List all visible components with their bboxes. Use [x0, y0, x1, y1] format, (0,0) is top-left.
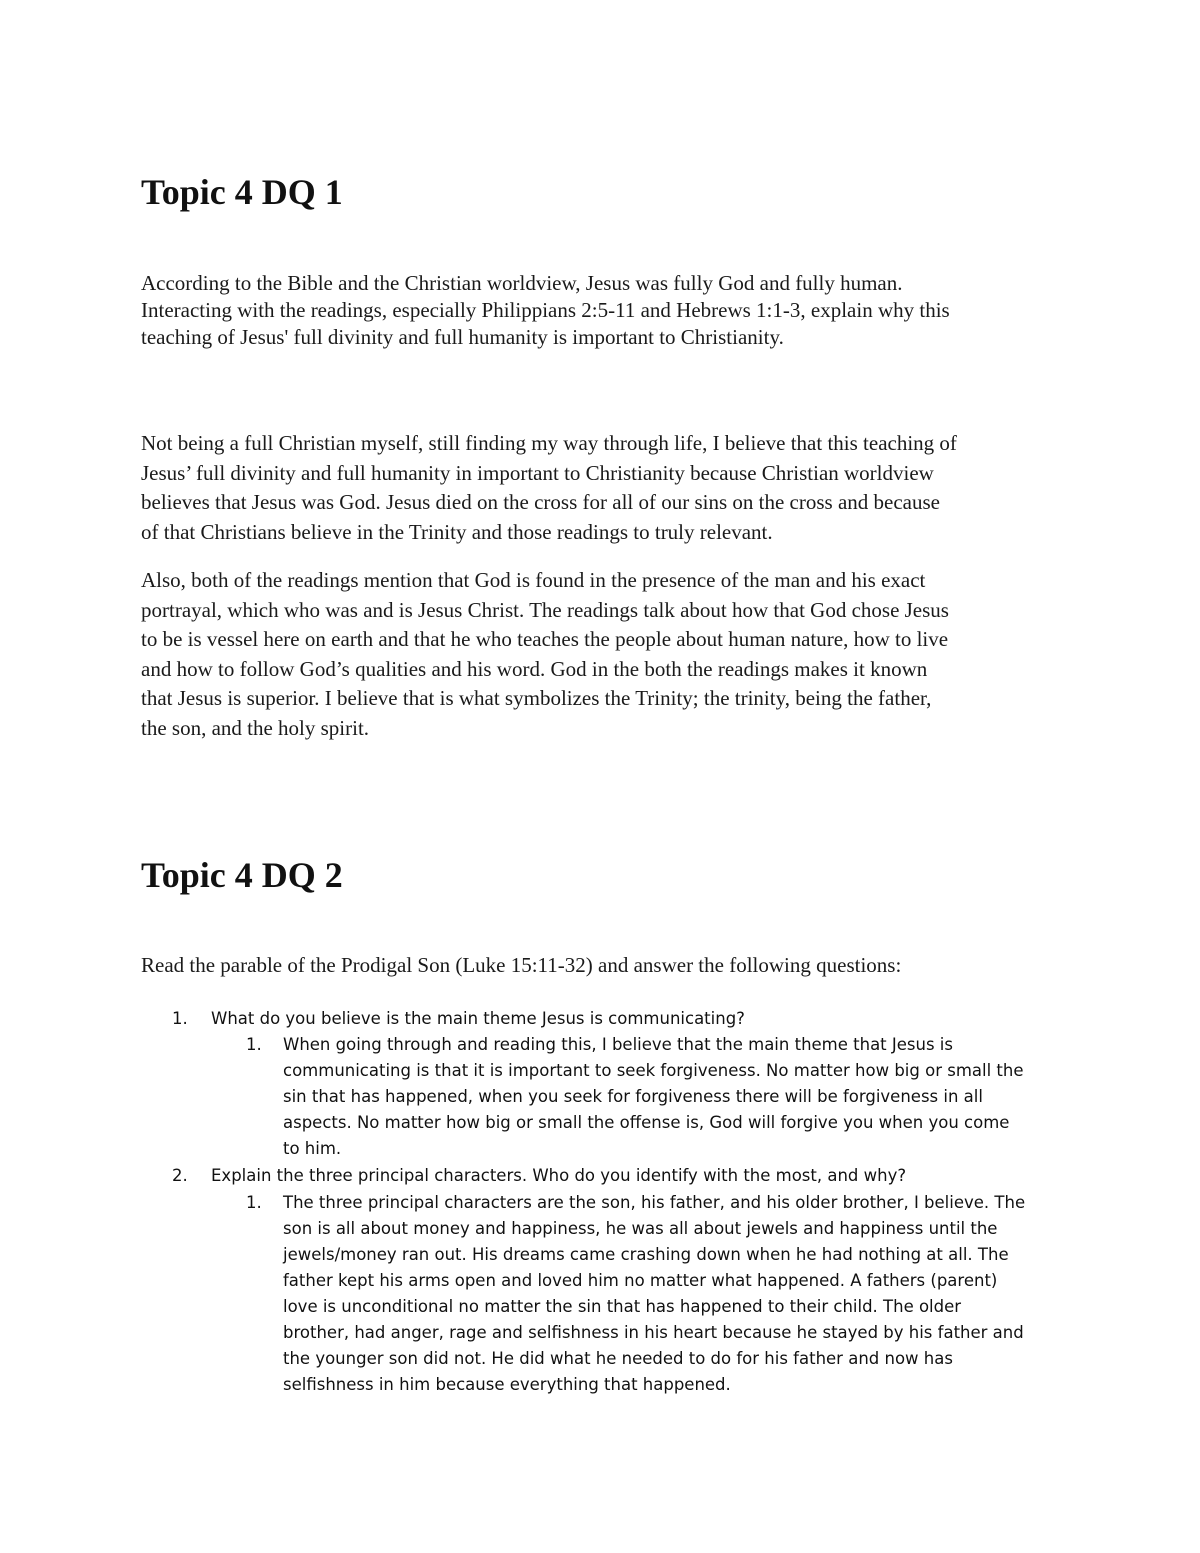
answer-line: brother, had anger, rage and selfishness in his heart because he stayed by his father and	[283, 1323, 1024, 1342]
answer-number: 1.	[246, 1035, 262, 1054]
answer-number: 1.	[246, 1193, 262, 1212]
intro-line: Read the parable of the Prodigal Son (Luke 15:11-32) and answer the following questions:	[141, 953, 902, 977]
answer-line: portrayal, which who was and is Jesus Christ. The readings talk about how that God chose Jesus	[141, 597, 949, 622]
answer-line: sin that has happened, when you seek for forgiveness there will be forgiveness in all	[283, 1087, 983, 1106]
answer-line: father kept his arms open and loved him no matter what happened. A fathers (parent)	[283, 1271, 998, 1290]
prompt-line: Interacting with the readings, especially Philippians 2:5-11 and Hebrews 1:1-3, explain why this	[141, 298, 950, 322]
answer-line: believes that Jesus was God. Jesus died on the cross for all of our sins on the cross and because	[141, 490, 940, 514]
question-text: What do you believe is the main theme Jesus is communicating?	[211, 1009, 745, 1028]
answer-line: the younger son did not. He did what he needed to do for his father and now has	[283, 1349, 953, 1368]
question-number: 1.	[172, 1009, 188, 1028]
prompt-line: teaching of Jesus' full divinity and full humanity is important to Christianity.	[141, 325, 784, 349]
question-number: 2.	[172, 1166, 188, 1185]
answer-line: aspects. No matter how big or small the offense is, God will forgive you when you come	[283, 1113, 1010, 1132]
answer-line: selfishness in him because everything that happened.	[283, 1375, 731, 1394]
answer-line: Not being a full Christian myself, still finding my way through life, I believe that this teaching of	[141, 431, 957, 455]
dq1-prompt	[141, 270, 1081, 351]
dq1-answer-paragraph-1	[141, 429, 1081, 547]
answer-line: son is all about money and happiness, he was all about jewels and happiness until the	[283, 1219, 998, 1238]
answer-line: and how to follow God’s qualities and his word. God in the both the readings makes it known	[141, 656, 928, 681]
answer-line: jewels/money ran out. His dreams came crashing down when he had nothing at all. The	[283, 1245, 1009, 1264]
answer-line: to him.	[283, 1139, 342, 1158]
answer-line: to be is vessel here on earth and that he who teaches the people about human nature, how to live	[141, 627, 949, 651]
answer-line: of that Christians believe in the Trinity and those readings to truly relevant.	[141, 519, 773, 544]
answer-line: Also, both of the readings mention that God is found in the presence of the man and his exact	[141, 568, 926, 592]
answer-line: When going through and reading this, I believe that the main theme that Jesus is	[283, 1035, 953, 1054]
answer-line: The three principal characters are the son, his father, and his older brother, I believe. The	[283, 1193, 1026, 1212]
dq2-title: Topic 4 DQ 2	[141, 855, 343, 895]
answer-line: love is unconditional no matter the sin that has happened to their child. The older	[283, 1297, 962, 1316]
question-text: Explain the three principal characters. Who do you identify with the most, and why?	[211, 1166, 907, 1185]
answer-line: communicating is that it is important to seek forgiveness. No matter how big or small the	[283, 1061, 1024, 1080]
answer-line: Jesus’ full divinity and full humanity in important to Christianity because Christian worldview	[141, 460, 934, 485]
dq1-title: Topic 4 DQ 1	[141, 172, 343, 212]
answer-line: the son, and the holy spirit.	[141, 715, 370, 740]
dq2-intro	[141, 951, 1081, 979]
dq1-answer-paragraph-2	[141, 566, 1081, 743]
prompt-line: According to the Bible and the Christian worldview, Jesus was fully God and fully human.	[141, 271, 903, 295]
answer-line: that Jesus is superior. I believe that is what symbolizes the Trinity; the trinity, being the father,	[141, 686, 932, 710]
